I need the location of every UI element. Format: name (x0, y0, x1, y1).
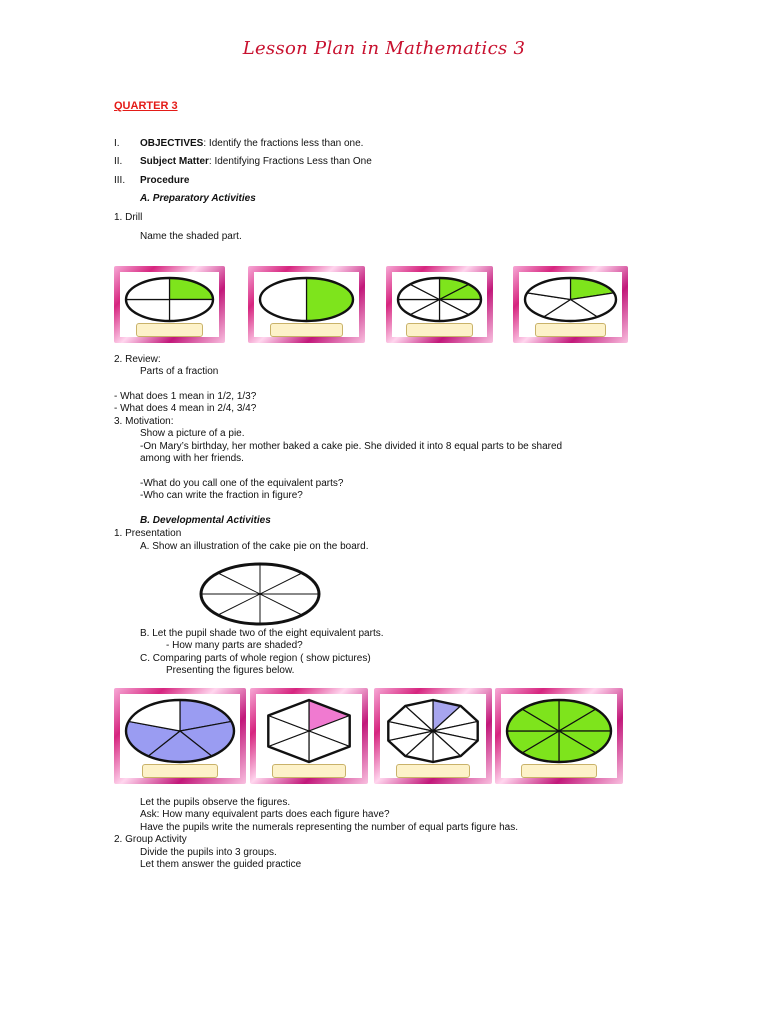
drill-figure-1 (114, 266, 225, 343)
item-content: Subject Matter: Identifying Fractions Less than One (140, 156, 372, 167)
presentation-b-question: - How many parts are shaded? (166, 640, 303, 651)
question-2: - What does 4 mean in 2/4, 3/4? (114, 403, 257, 414)
item-content: OBJECTIVES: Identify the fractions less than one. (140, 138, 364, 149)
presentation-figure-3 (374, 688, 492, 784)
fraction-figure (384, 698, 482, 764)
story-line-2: among with her friends. (140, 453, 244, 464)
answer-box[interactable] (521, 764, 597, 778)
answer-box[interactable] (142, 764, 218, 778)
presentation-heading: 1. Presentation (114, 528, 182, 539)
presentation-c-sub: Presenting the figures below. (166, 665, 295, 676)
story-line-1: -On Mary’s birthday, her mother baked a cake pie. She divided it into 8 equal parts to be shared (140, 441, 563, 452)
fraction-figure (124, 698, 236, 764)
item-number: I. (114, 138, 120, 149)
write-numerals-text: Have the pupils write the numerals representing the number of equal parts figure has. (140, 822, 518, 833)
page-title: Lesson Plan in Mathematics 3 (242, 38, 526, 59)
parts-of-fraction: Parts of a fraction (140, 366, 219, 377)
answer-box[interactable] (272, 764, 346, 778)
section-b-heading: B. Developmental Activities (140, 515, 271, 526)
presentation-figure-2 (250, 688, 368, 784)
drill-figure-4 (513, 266, 628, 343)
observe-text: Let the pupils observe the figures. (140, 797, 291, 808)
fraction-figure (260, 698, 358, 764)
divide-text: Divide the pupils into 3 groups. (140, 847, 277, 858)
answer-box[interactable] (406, 323, 473, 337)
item-number: III. (114, 175, 126, 186)
guided-practice-text: Let them answer the guided practice (140, 859, 302, 870)
presentation-b: B. Let the pupil shade two of the eight equivalent parts. (140, 628, 384, 639)
drill-figure-3 (386, 266, 493, 343)
ask-text: Ask: How many equivalent parts does each figure have? (140, 809, 390, 820)
show-pie: Show a picture of a pie. (140, 428, 245, 439)
item-content: Procedure (140, 175, 190, 186)
question-1: - What does 1 mean in 1/2, 1/3? (114, 391, 257, 402)
presentation-c: C. Comparing parts of whole region ( show pictures) (140, 653, 371, 664)
answer-box[interactable] (396, 764, 470, 778)
shaded-part (307, 278, 354, 321)
fraction-figure (505, 698, 613, 764)
quarter-heading: QUARTER 3 (114, 100, 178, 112)
fraction-figure (124, 276, 215, 323)
fraction-figure (258, 276, 355, 323)
question-4: -Who can write the fraction in figure? (140, 490, 303, 501)
motivation-heading: 3. Motivation: (114, 416, 174, 427)
section-a-heading: A. Preparatory Activities (140, 193, 256, 204)
drill-figure-2 (248, 266, 365, 343)
unshaded-part (260, 278, 307, 321)
answer-box[interactable] (136, 323, 203, 337)
presentation-figure-1 (114, 688, 246, 784)
answer-box[interactable] (270, 323, 343, 337)
fraction-figure (396, 276, 483, 323)
presentation-figure-4 (495, 688, 623, 784)
fraction-figure (523, 276, 618, 323)
cake-pie-illustration (198, 560, 322, 628)
question-3: -What do you call one of the equivalent parts? (140, 478, 344, 489)
review-heading: 2. Review: (114, 354, 161, 365)
answer-box[interactable] (535, 323, 606, 337)
item-number: II. (114, 156, 123, 167)
presentation-a: A. Show an illustration of the cake pie on the board. (140, 541, 369, 552)
drill-instruction: Name the shaded part. (140, 231, 242, 242)
group-activity-heading: 2. Group Activity (114, 834, 187, 845)
drill-heading: 1. Drill (114, 212, 143, 223)
